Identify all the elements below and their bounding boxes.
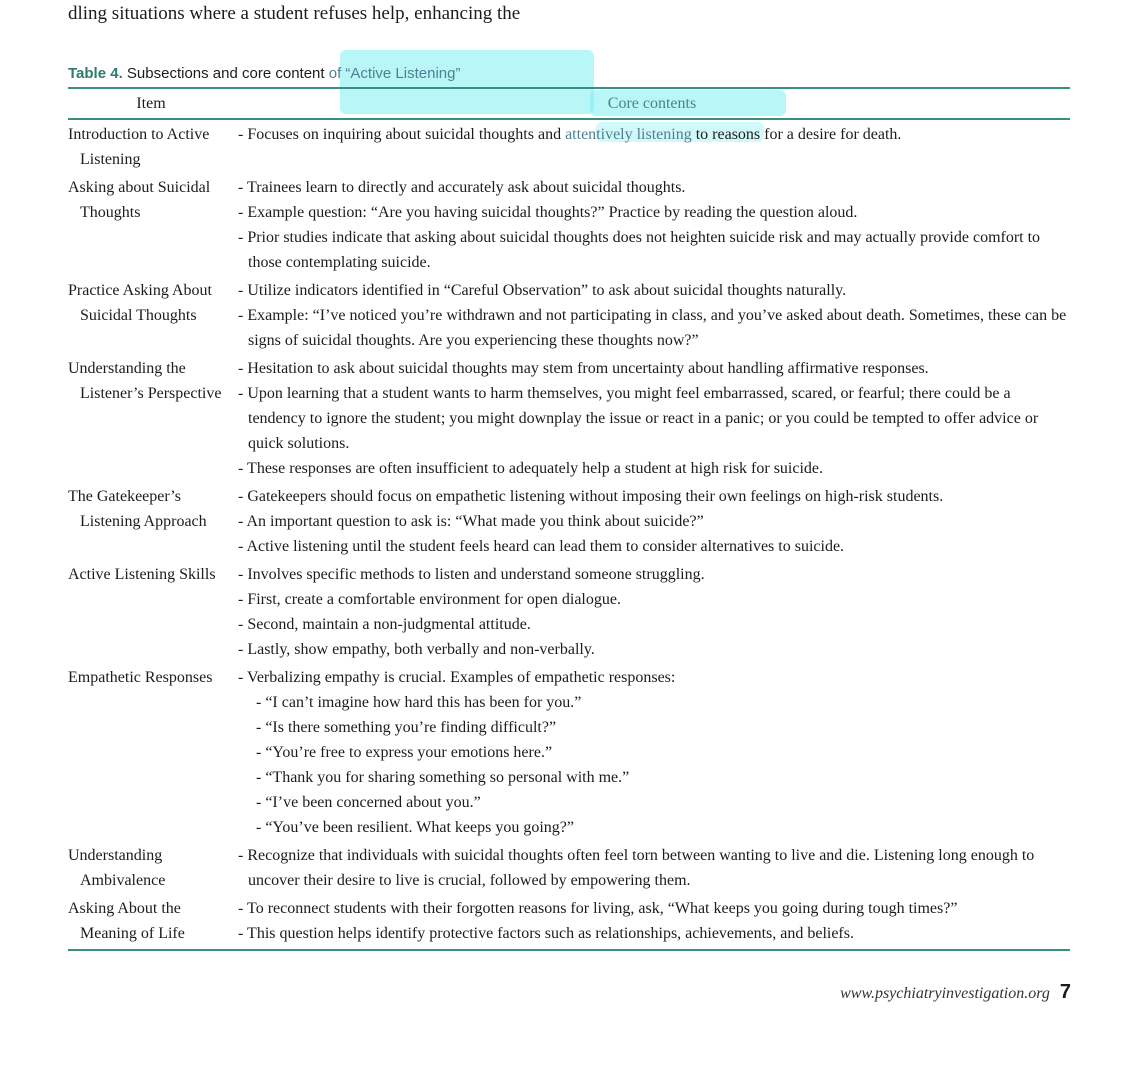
- content-line: - Prior studies indicate that asking about suicidal thoughts does not heighten suicide risk and may actually provide comfort to those contemplating suicide.: [238, 229, 1041, 271]
- example-response-line: - “You’re free to express your emotions here.”: [256, 744, 553, 761]
- content-line: [238, 122, 1070, 147]
- content-table-container: [68, 87, 1070, 951]
- content-line: - Utilize indicators identified in “Careful Observation” to ask about suicidal thoughts naturally.: [238, 282, 847, 299]
- page-number: 7: [1059, 981, 1071, 1003]
- content-line: - An important question to ask is: “What made you think about suicide?”: [238, 513, 704, 530]
- table-row: [68, 356, 1070, 484]
- table-cell-item: Introduction to Active Listening: [68, 126, 210, 168]
- content-line: - Hesitation to ask about suicidal thoughts may stem from uncertainty about handling affirmative responses.: [238, 360, 929, 377]
- table-cell-item: Asking about Suicidal Thoughts: [68, 179, 211, 221]
- table-cell-item: Practice Asking About Suicidal Thoughts: [68, 282, 212, 324]
- table-cell-core-contents: [234, 356, 1070, 484]
- content-line: - Verbalizing empathy is crucial. Examples of empathetic responses:: [238, 669, 676, 686]
- table-row: [68, 278, 1070, 356]
- content-line: - This question helps identify protective factors such as relationships, achievements, and beliefs.: [238, 925, 854, 942]
- content-line: - Active listening until the student feels heard can lead them to consider alternatives to suicide.: [238, 538, 845, 555]
- table-caption: [68, 64, 460, 84]
- content-line: - These responses are often insufficient to adequately help a student at high risk for suicide.: [238, 460, 824, 477]
- table-cell-core-contents: [234, 562, 1070, 665]
- content-line: - First, create a comfortable environment for open dialogue.: [238, 591, 621, 608]
- table-cell-core-contents: [234, 119, 1070, 175]
- content-line: - Lastly, show empathy, both verbally and non-verbally.: [238, 641, 595, 658]
- table-cell-item: Asking About the Meaning of Life: [68, 900, 185, 942]
- table-cell-core-contents: [234, 896, 1070, 950]
- column-header-core-contents: Core contents: [607, 95, 697, 112]
- content-line: - Gatekeepers should focus on empathetic listening without imposing their own feelings on high-risk students.: [238, 488, 944, 505]
- column-header-item: Item: [136, 95, 166, 112]
- body-text-fragment: dling situations where a student refuses help, enhancing the: [68, 3, 521, 24]
- example-response-line: - “I’ve been concerned about you.”: [256, 794, 481, 811]
- table-cell-item: Empathetic Responses: [68, 669, 213, 686]
- content-line: - Upon learning that a student wants to harm themselves, you might feel embarrassed, scared, or fearful; there could be a tendency to ignore the student; you might downplay the issue or react in a panic; or you could be tempted to offer advice or quick solutions.: [238, 385, 1039, 452]
- table-row: [68, 665, 1070, 843]
- table-caption-text: Subsections and core content: [126, 65, 325, 82]
- table-header-row: [68, 88, 1070, 119]
- table-cell-core-contents: [234, 484, 1070, 562]
- table-cell-core-contents: [234, 278, 1070, 356]
- table-cell-core-contents: [234, 175, 1070, 278]
- table-cell-item: Active Listening Skills: [68, 566, 216, 583]
- content-segment: to reasons for a desire for death.: [691, 126, 902, 143]
- content-line: - Trainees learn to directly and accurately ask about suicidal thoughts.: [238, 179, 686, 196]
- highlighted-phrase: attentively listening: [565, 126, 692, 143]
- table-body: [68, 119, 1070, 950]
- table-cell-item: Understanding the Listener’s Perspective: [68, 360, 222, 402]
- table-cell-core-contents: [234, 843, 1070, 896]
- table-row: [68, 119, 1070, 175]
- content-line: - Example question: “Are you having suicidal thoughts?” Practice by reading the question aloud.: [238, 204, 858, 221]
- content-table: [68, 87, 1070, 951]
- content-line: - Second, maintain a non-judgmental attitude.: [238, 616, 531, 633]
- table-row: [68, 843, 1070, 896]
- example-response-line: - “You’ve been resilient. What keeps you going?”: [256, 819, 574, 836]
- table-row: [68, 175, 1070, 278]
- content-segment: - Focuses on inquiring about suicidal thoughts and: [238, 126, 566, 143]
- table-caption-text-highlighted: of “Active Listening”: [328, 65, 461, 82]
- table-row: [68, 484, 1070, 562]
- table-cell-item: Understanding Ambivalence: [68, 847, 166, 889]
- example-response-line: - “Thank you for sharing something so personal with me.”: [256, 769, 630, 786]
- page-footer: [840, 978, 1071, 1008]
- content-line: - Recognize that individuals with suicidal thoughts often feel torn between wanting to live and die. Listening long enough to uncover their desire to live is crucial, followed by empowering them.: [238, 847, 1035, 889]
- table-row: [68, 562, 1070, 665]
- table-cell-item: The Gatekeeper’s Listening Approach: [68, 488, 207, 530]
- example-response-line: - “I can’t imagine how hard this has been for you.”: [256, 694, 582, 711]
- content-line: - Example: “I’ve noticed you’re withdrawn and not participating in class, and you’ve asked about death. Sometimes, these can be signs of suicidal thoughts. Are you experiencing these thoughts now?”: [238, 307, 1067, 349]
- table-row: [68, 896, 1070, 950]
- content-line: - Involves specific methods to listen and understand someone struggling.: [238, 566, 705, 583]
- example-response-line: - “Is there something you’re finding difficult?”: [256, 719, 557, 736]
- content-line: - To reconnect students with their forgotten reasons for living, ask, “What keeps you going during tough times?”: [238, 900, 958, 917]
- table-cell-core-contents: [234, 665, 1070, 843]
- table-caption-label: Table 4.: [68, 65, 123, 82]
- journal-url: www.psychiatryinvestigation.org: [840, 985, 1050, 1002]
